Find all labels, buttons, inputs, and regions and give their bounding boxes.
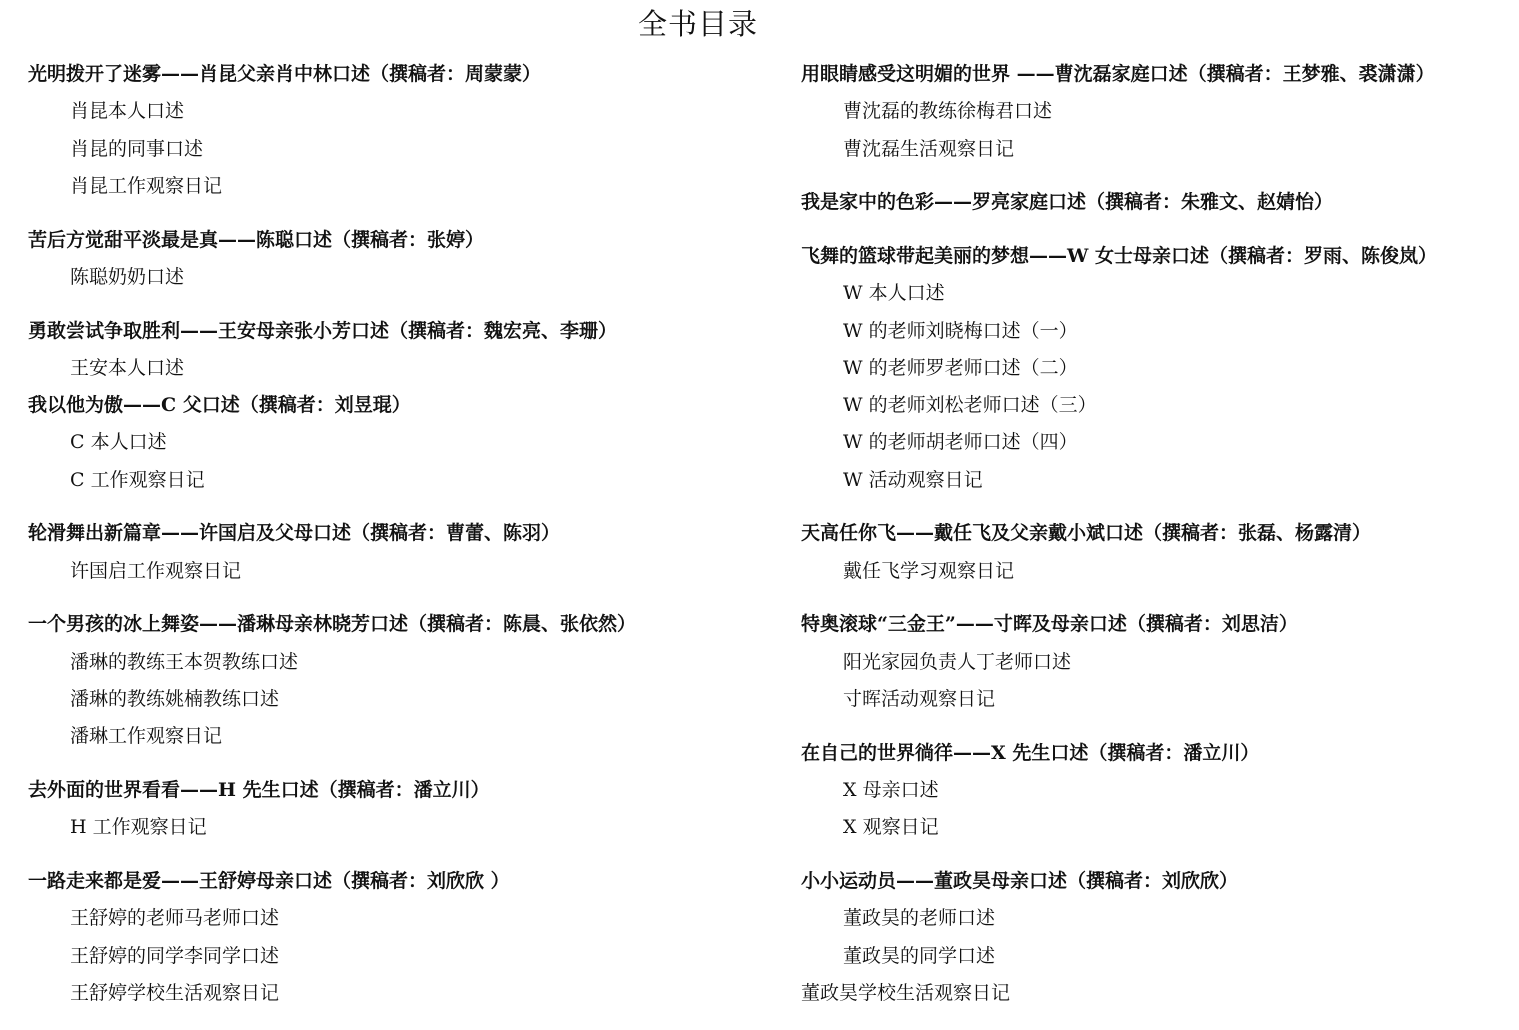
toc-section xyxy=(28,56,768,205)
toc-entry[interactable]: X 观察日记 xyxy=(843,816,939,839)
toc-section xyxy=(28,313,768,388)
toc-entry[interactable]: W 的老师罗老师口述（二） xyxy=(843,356,1078,379)
toc-section-heading[interactable]: 在自己的世界徜徉——X 先生口述（撰稿者：潘立川） xyxy=(801,741,1260,764)
toc-entry[interactable]: 董政昊学校生活观察日记 xyxy=(801,981,1011,1004)
toc-entry[interactable]: 曹沈磊生活观察日记 xyxy=(843,137,1015,160)
toc-section-heading[interactable]: 用眼睛感受这明媚的世界 ——曹沈磊家庭口述（撰稿者：王梦雅、裘潇潇） xyxy=(801,63,1435,85)
page-title: 全书目录 xyxy=(637,7,758,41)
toc-right-column xyxy=(801,56,1519,1012)
toc-left-column xyxy=(28,56,768,1012)
toc-entry[interactable]: 王舒婷的老师马老师口述 xyxy=(70,907,280,930)
toc-entry[interactable]: W 的老师刘松老师口述（三） xyxy=(843,394,1097,417)
toc-section xyxy=(28,515,768,590)
toc-entry[interactable]: 潘琳工作观察日记 xyxy=(70,725,223,748)
toc-section-heading[interactable]: 去外面的世界看看——H 先生口述（撰稿者：潘立川） xyxy=(28,779,490,801)
toc-entry[interactable]: W 的老师胡老师口述（四） xyxy=(843,431,1078,454)
toc-section-heading[interactable]: 光明拨开了迷雾——肖昆父亲肖中林口述（撰稿者：周蒙蒙） xyxy=(28,63,542,85)
toc-entry[interactable]: 潘琳的教练王本贺教练口述 xyxy=(70,650,299,673)
toc-entry[interactable]: C 本人口述 xyxy=(70,431,167,454)
toc-entry[interactable]: 潘琳的教练姚楠教练口述 xyxy=(70,688,280,711)
toc-entry[interactable]: W 的老师刘晓梅口述（一） xyxy=(843,319,1078,342)
toc-section-heading[interactable]: 特奥滚球“三金王”——寸晖及母亲口述（撰稿者：刘思洁） xyxy=(801,613,1298,636)
toc-section xyxy=(801,515,1519,590)
toc-entry[interactable]: 肖昆工作观察日记 xyxy=(70,174,223,197)
toc-section xyxy=(28,222,768,297)
toc-section-heading[interactable]: 飞舞的篮球带起美丽的梦想——W 女士母亲口述（撰稿者：罗雨、陈俊岚） xyxy=(801,244,1437,267)
toc-entry[interactable]: 许国启工作观察日记 xyxy=(70,559,242,582)
toc-entry[interactable]: X 母亲口述 xyxy=(843,779,939,801)
toc-section xyxy=(801,56,1519,168)
toc-section-heading[interactable]: 我以他为傲——C 父口述（撰稿者：刘昱琨） xyxy=(28,394,411,417)
toc-section xyxy=(801,863,1519,1012)
toc-section xyxy=(28,772,768,847)
toc-section xyxy=(801,735,1519,847)
toc-section-heading[interactable]: 勇敢尝试争取胜利——王安母亲张小芳口述（撰稿者：魏宏亮、李珊） xyxy=(28,319,618,342)
toc-section-heading[interactable]: 我是家中的色彩——罗亮家庭口述（撰稿者：朱雅文、赵婧怡） xyxy=(801,191,1334,214)
toc-entry[interactable]: 董政昊的老师口述 xyxy=(843,907,996,930)
toc-entry[interactable]: 肖昆本人口述 xyxy=(70,100,185,123)
toc-section xyxy=(801,184,1519,221)
toc-section-heading[interactable]: 苦后方觉甜平淡最是真——陈聪口述（撰稿者：张婷） xyxy=(28,228,485,251)
toc-entry[interactable]: 陈聪奶奶口述 xyxy=(70,265,185,288)
toc-section-heading[interactable]: 一个男孩的冰上舞姿——潘琳母亲林晓芳口述（撰稿者：陈晨、张依然） xyxy=(28,613,637,636)
toc-section xyxy=(28,387,768,499)
toc-entry[interactable]: 戴任飞学习观察日记 xyxy=(843,559,1015,582)
toc-entry[interactable]: 王舒婷的同学李同学口述 xyxy=(70,944,280,967)
toc-entry[interactable]: 阳光家园负责人丁老师口述 xyxy=(843,650,1072,673)
toc-entry[interactable]: W 本人口述 xyxy=(843,282,945,305)
toc-section-heading[interactable]: 小小运动员——董政昊母亲口述（撰稿者：刘欣欣） xyxy=(801,869,1239,892)
toc-section xyxy=(801,606,1519,718)
toc-section-heading[interactable]: 天高任你飞——戴任飞及父亲戴小斌口述（撰稿者：张磊、杨露清） xyxy=(801,522,1372,545)
toc-entry[interactable]: 曹沈磊的教练徐梅君口述 xyxy=(843,100,1053,123)
toc-section xyxy=(28,863,768,1012)
toc-section-heading[interactable]: 一路走来都是爱——王舒婷母亲口述（撰稿者：刘欣欣 ） xyxy=(28,869,510,892)
toc-entry[interactable]: W 活动观察日记 xyxy=(843,468,983,491)
toc-entry[interactable]: 王安本人口述 xyxy=(70,356,185,379)
toc-section xyxy=(28,606,768,755)
toc-entry[interactable]: 董政昊的同学口述 xyxy=(843,944,996,967)
toc-section xyxy=(801,238,1519,499)
toc-entry[interactable]: C 工作观察日记 xyxy=(70,468,205,491)
toc-entry[interactable]: H 工作观察日记 xyxy=(70,816,207,839)
toc-entry[interactable]: 寸晖活动观察日记 xyxy=(843,688,996,711)
toc-entry[interactable]: 王舒婷学校生活观察日记 xyxy=(70,981,280,1004)
toc-section-heading[interactable]: 轮滑舞出新篇章——许国启及父母口述（撰稿者：曹蕾、陈羽） xyxy=(28,522,561,545)
toc-entry[interactable]: 肖昆的同事口述 xyxy=(70,137,204,160)
